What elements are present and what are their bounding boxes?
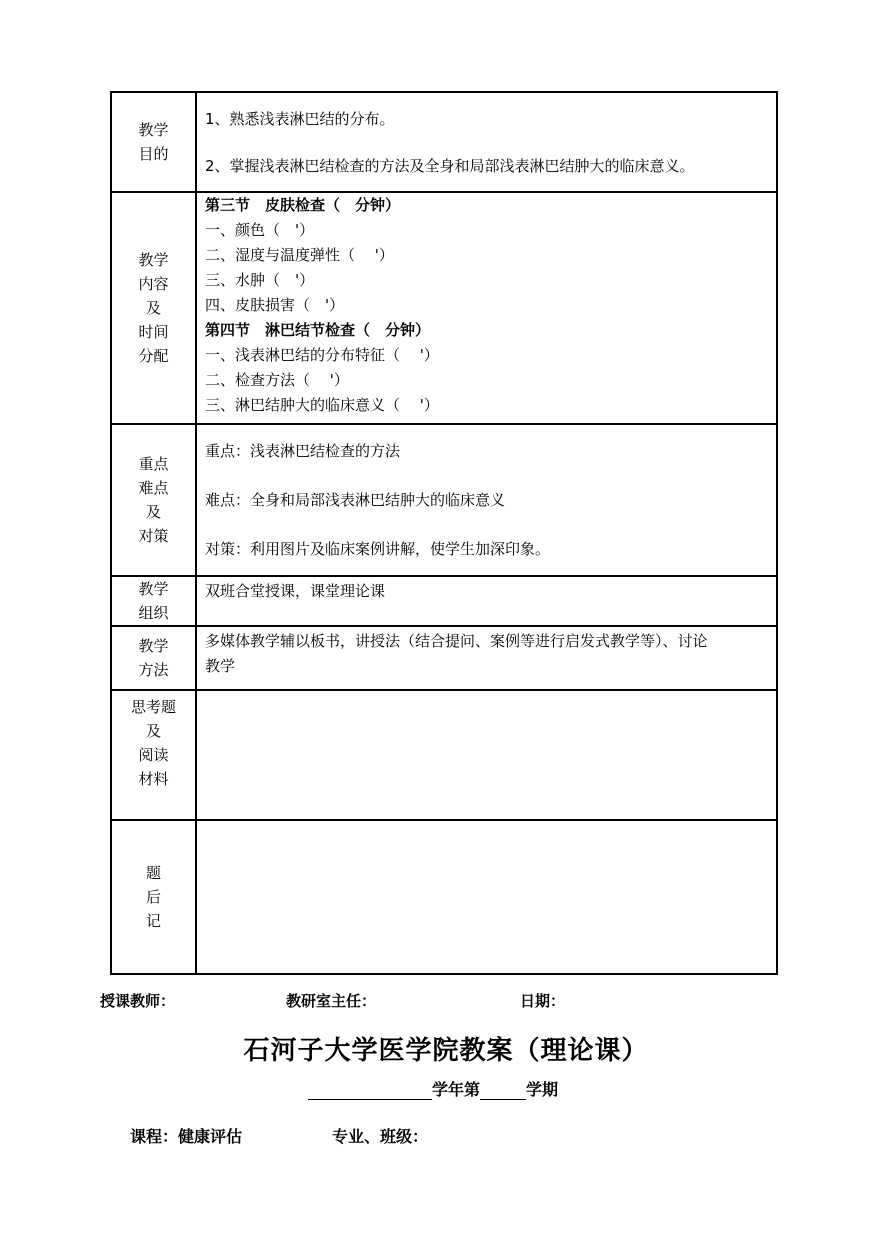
label-teaching-content: [111, 192, 196, 424]
label-teaching-organization: [111, 576, 196, 626]
footer-teacher: 授课教师：: [100, 992, 176, 1010]
content-teaching-content: [196, 192, 777, 424]
year-blank: [308, 1081, 432, 1100]
label-line: 教学: [138, 580, 169, 598]
goal-line-1: 1、熟悉浅表淋巴结的分布。: [205, 110, 395, 128]
row-teaching-organization: [111, 576, 777, 626]
label-line: 目的: [138, 145, 169, 163]
method-line: 多媒体教学辅以板书，讲授法（结合提问、案例等进行启发式教学等）、讨论: [205, 632, 708, 650]
label-teaching-goal: [111, 92, 196, 192]
term-suffix: 学期: [526, 1080, 559, 1099]
strategy-line: 对策：利用图片及临床案例讲解，使学生加深印象。: [205, 540, 551, 558]
term-blank: [480, 1081, 526, 1100]
label-line: 材料: [138, 770, 169, 788]
label-line: 内容: [138, 275, 169, 293]
label-line: 教学: [138, 637, 169, 655]
year-suffix: 学年第: [432, 1080, 481, 1099]
label-line: 重点: [138, 455, 169, 473]
difficulty-line: 难点：全身和局部浅表淋巴结肿大的临床意义: [205, 491, 506, 509]
row-teaching-goal: [111, 92, 777, 192]
page-title: 石河子大学医学院教案（理论课）: [243, 1036, 649, 1066]
label-line: 题: [145, 864, 161, 882]
row-teaching-content: [111, 192, 777, 424]
label-line: 对策: [138, 527, 169, 545]
content-teaching-goal: [196, 92, 777, 192]
academic-term-line: [308, 1077, 558, 1100]
content-item: 四、皮肤损害（ '）: [205, 296, 345, 314]
content-teaching-organization: [196, 576, 777, 626]
label-line: 教学: [138, 121, 169, 139]
section-heading: 第四节 淋巴结节检查（ 分钟）: [205, 321, 431, 339]
label-line: 及: [145, 722, 161, 740]
method-line: 教学: [205, 657, 236, 675]
section-heading: 第三节 皮肤检查（ 分钟）: [205, 196, 401, 214]
content-item: 一、浅表淋巴结的分布特征（ '）: [205, 346, 439, 364]
label-teaching-method: [111, 626, 196, 690]
row-teaching-method: [111, 626, 777, 690]
row-key-points: [111, 424, 777, 576]
course-name: 课程：健康评估: [130, 1127, 243, 1146]
label-line: 难点: [138, 479, 169, 497]
label-line: 教学: [138, 251, 169, 269]
label-line: 思考题: [130, 698, 176, 716]
content-item: 三、淋巴结肿大的临床意义（ '）: [205, 396, 439, 414]
content-key-points: [196, 424, 777, 576]
content-item: 二、检查方法（ '）: [205, 371, 349, 389]
label-line: 分配: [138, 347, 169, 365]
label-line: 后: [145, 888, 161, 906]
goal-line-2: 2、掌握浅表淋巴结检查的方法及全身和局部浅表淋巴结肿大的临床意义。: [205, 157, 695, 175]
content-questions-reading: [196, 690, 777, 820]
footer-director: 教研室主任：: [286, 992, 377, 1010]
key-point-line: 重点：浅表淋巴结检查的方法: [205, 442, 401, 460]
row-questions-reading: [111, 690, 777, 820]
row-afterword: [111, 820, 777, 974]
content-teaching-method: [196, 626, 777, 690]
label-questions-reading: [111, 690, 196, 820]
content-item: 一、颜色（ '）: [205, 221, 315, 239]
content-item: 三、水肿（ '）: [205, 271, 315, 289]
major-class: 专业、班级：: [332, 1127, 429, 1146]
label-afterword: [111, 820, 196, 974]
organization-text: 双班合堂授课，课堂理论课: [205, 582, 386, 600]
label-line: 记: [145, 912, 161, 930]
label-line: 组织: [138, 604, 169, 622]
lesson-plan-table: [110, 91, 778, 975]
label-key-points: [111, 424, 196, 576]
label-line: 及: [145, 503, 161, 521]
content-afterword: [196, 820, 777, 974]
footer-date: 日期：: [520, 992, 566, 1010]
label-line: 阅读: [138, 746, 169, 764]
label-line: 及: [145, 299, 161, 317]
label-line: 方法: [138, 661, 169, 679]
label-line: 时间: [138, 323, 169, 341]
content-item: 二、湿度与温度弹性（ '）: [205, 246, 394, 264]
